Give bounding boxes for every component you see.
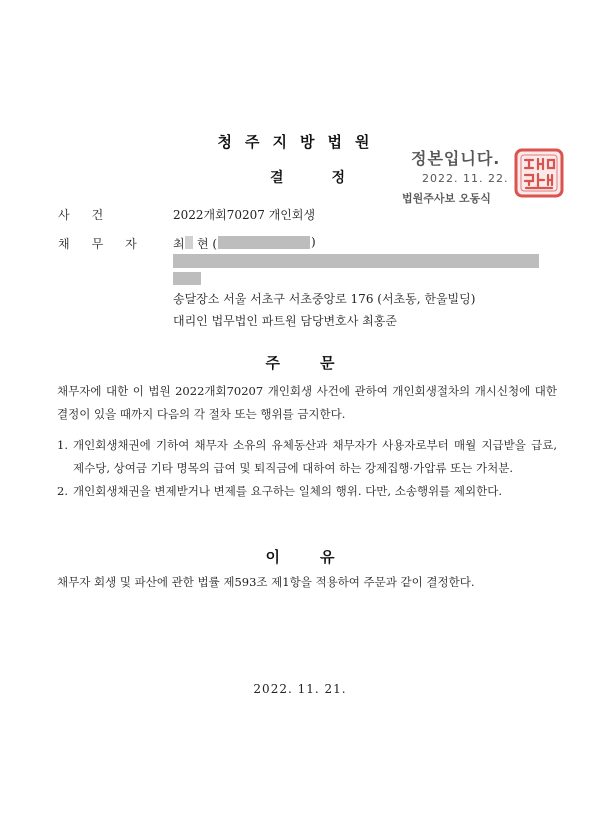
debtor-name-prefix: 최	[173, 237, 185, 251]
order-intro: 채무자에 대한 이 법원 2022개회70207 개인회생 사건에 관하여 개인회생절차의 개시신청에 대한 결정이 있을 때까지 다음의 각 절차 또는 행위를 금지한다.	[57, 384, 557, 421]
order-heading: 주문	[265, 354, 375, 372]
case-number: 2022개회70207 개인회생	[173, 208, 316, 222]
legal-agent: 대리인 법무법인 파트원 담당변호사 최홍준	[173, 314, 397, 328]
redacted-id-number	[218, 236, 310, 249]
debtor-label: 채무자	[58, 237, 159, 251]
debtor-name-close: )	[311, 235, 316, 249]
redacted-address-line-2	[173, 272, 201, 285]
decision-date: 2022. 11. 21.	[253, 682, 347, 696]
debtor-name-suffix: 현 (	[197, 237, 218, 251]
court-seal-icon	[514, 148, 564, 198]
document-type: 결정	[270, 170, 394, 186]
redacted-address-line-1	[173, 254, 539, 268]
case-label: 사건	[58, 208, 126, 222]
prohibition-list	[57, 434, 557, 503]
certifying-officer: 법원주사보 오동식	[402, 192, 491, 205]
certification-date: 2022. 11. 22.	[422, 172, 509, 185]
list-item-text: 개인회생채권을 변제받거나 변제를 요구하는 일체의 행위. 다만, 소송행위를 제외한다.	[73, 484, 503, 498]
reason-heading: 이유	[265, 548, 375, 566]
reason-text: 채무자 회생 및 파산에 관한 법률 제593조 제1항을 적용하여 주문과 같이 결정한다.	[57, 575, 475, 589]
court-name: 청주지방법원	[217, 133, 383, 151]
certified-copy-stamp: 정본입니다.	[411, 149, 501, 168]
list-item-number: 2.	[57, 484, 68, 498]
list-item	[57, 480, 557, 503]
service-address: 송달장소 서울 서초구 서초중앙로 176 (서초동, 한울빌딩)	[173, 292, 476, 306]
list-item-text: 개인회생채권에 기하여 채무자 소유의 유체동산과 채무자가 사용자로부터 매월 지급받을 급료, 제수당, 상여금 기타 명목의 급여 및 퇴직금에 대하여 하는 강제집행·가압류 또는 가처분.	[73, 438, 557, 475]
redacted-name-char	[185, 236, 193, 249]
list-item-number: 1.	[57, 438, 68, 452]
list-item	[57, 434, 557, 480]
